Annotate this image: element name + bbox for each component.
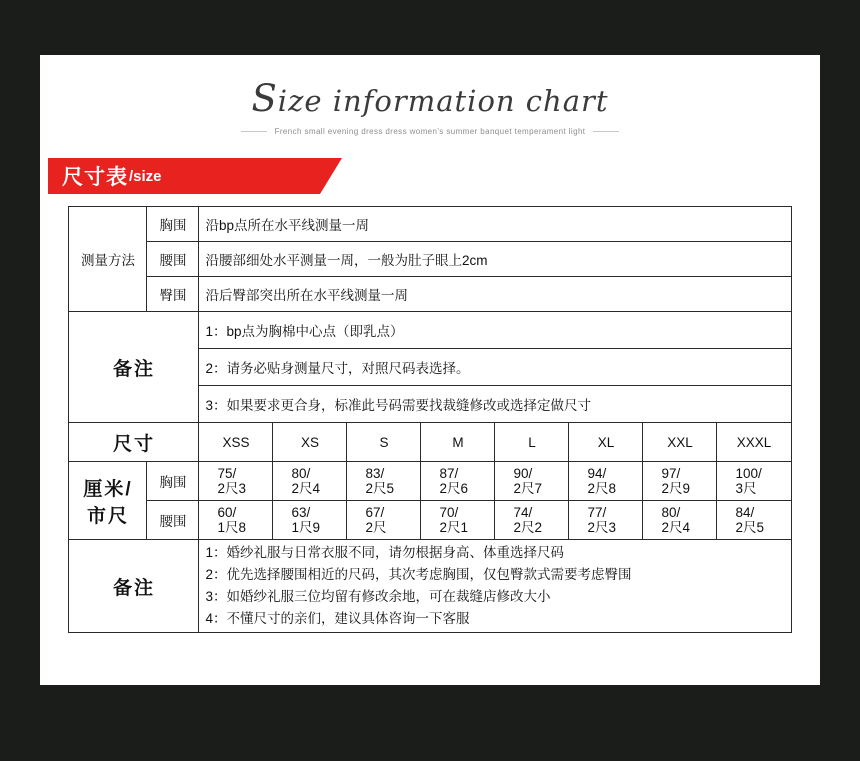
- waist-value-chi: 2尺: [365, 520, 387, 535]
- waist-value-cm: 63/: [291, 505, 311, 520]
- waist-value-cm: 80/: [661, 505, 681, 520]
- bust-value-chi: 2尺6: [439, 481, 469, 496]
- waist-value-cell: [273, 501, 347, 540]
- measure-part-bust: 胸围: [147, 207, 199, 242]
- size-banner-label-cn: 尺寸表: [62, 166, 128, 189]
- table-row: [69, 423, 791, 462]
- bust-value-cell: [643, 462, 717, 501]
- bust-value-chi: 3尺: [735, 481, 757, 496]
- size-header-cell: XXXL: [717, 423, 791, 462]
- notes-label: 备注: [69, 312, 199, 423]
- size-information-table: [68, 206, 791, 633]
- footnote-item: 2：优先选择腰围相近的尺码，其次考虑胸围，仅包臀款式需要考虑臀围: [205, 567, 632, 582]
- bust-value-chi: 2尺9: [661, 481, 691, 496]
- waist-value-cell: [569, 501, 643, 540]
- waist-value-cell: [717, 501, 791, 540]
- table-row: [69, 207, 791, 242]
- waist-value-cm: 60/: [217, 505, 237, 520]
- bust-value-chi: 2尺4: [291, 481, 321, 496]
- waist-value-chi: 1尺9: [291, 520, 321, 535]
- waist-value-cell: [347, 501, 421, 540]
- bust-value-cm: 94/: [587, 466, 607, 481]
- bust-value-cm: 80/: [291, 466, 311, 481]
- table-row: [69, 501, 791, 540]
- waist-value-chi: 2尺2: [513, 520, 543, 535]
- page-title-rest: ize information chart: [277, 84, 609, 118]
- chart-header: [40, 55, 820, 136]
- size-header-cell: XSS: [199, 423, 273, 462]
- footnote-item: 1：婚纱礼服与日常衣服不同，请勿根据身高、体重选择尺码: [205, 545, 564, 560]
- footnotes-label: 备注: [69, 540, 199, 633]
- divider-left: [241, 131, 267, 132]
- waist-value-chi: 2尺4: [661, 520, 691, 535]
- waist-value-chi: 2尺3: [587, 520, 617, 535]
- waist-value-chi: 1尺8: [217, 520, 247, 535]
- table-row: [69, 312, 791, 349]
- bust-value-cell: [717, 462, 791, 501]
- page-title-initial: S: [251, 77, 278, 120]
- bust-value-chi: 2尺3: [217, 481, 247, 496]
- measure-part-hip: 臀围: [147, 277, 199, 312]
- measure-desc-waist: 沿腰部细处水平测量一周，一般为肚子眼上2cm: [199, 242, 791, 277]
- measure-desc-hip: 沿后臀部突出所在水平线测量一周: [199, 277, 791, 312]
- size-banner: [48, 158, 320, 194]
- size-header-cell: XS: [273, 423, 347, 462]
- bust-value-cell: [199, 462, 273, 501]
- waist-value-cm: 84/: [735, 505, 755, 520]
- footnotes-cell: [199, 540, 791, 633]
- page-subtitle: French small evening dress dress women's summer banquet temperament light: [274, 127, 586, 136]
- bust-value-chi: 2尺7: [513, 481, 543, 496]
- waist-value-cm: 67/: [365, 505, 385, 520]
- page-title: [40, 77, 820, 120]
- bust-row-label: 胸围: [147, 462, 199, 501]
- unit-label: 厘米/市尺: [69, 462, 147, 540]
- waist-value-chi: 2尺1: [439, 520, 469, 535]
- divider-right: [593, 131, 619, 132]
- section-banner-row: [40, 158, 820, 194]
- size-header-cell: L: [495, 423, 569, 462]
- bust-value-cell: [347, 462, 421, 501]
- waist-value-cm: 77/: [587, 505, 607, 520]
- bust-value-cell: [273, 462, 347, 501]
- bust-value-cm: 100/: [735, 466, 762, 481]
- bust-value-chi: 2尺5: [365, 481, 395, 496]
- waist-value-cell: [643, 501, 717, 540]
- bust-value-cm: 87/: [439, 466, 459, 481]
- size-header-cell: XL: [569, 423, 643, 462]
- waist-row-label: 腰围: [147, 501, 199, 540]
- size-chart-page: [40, 55, 820, 685]
- size-header-cell: S: [347, 423, 421, 462]
- bust-value-cell: [495, 462, 569, 501]
- subtitle-row: [40, 127, 820, 136]
- bust-value-cell: [421, 462, 495, 501]
- table-row: [69, 242, 791, 277]
- waist-value-cell: [199, 501, 273, 540]
- bust-value-cm: 75/: [217, 466, 237, 481]
- size-row-label: 尺寸: [69, 423, 199, 462]
- waist-value-cm: 74/: [513, 505, 533, 520]
- bust-value-cell: [569, 462, 643, 501]
- waist-value-chi: 2尺5: [735, 520, 765, 535]
- bust-value-cm: 83/: [365, 466, 385, 481]
- waist-value-cell: [495, 501, 569, 540]
- measure-method-label: 测量方法: [69, 207, 147, 312]
- waist-value-cm: 70/: [439, 505, 459, 520]
- measure-desc-bust: 沿bp点所在水平线测量一周: [199, 207, 791, 242]
- table-row: [69, 277, 791, 312]
- waist-value-cell: [421, 501, 495, 540]
- note-item: 2：请务必贴身测量尺寸，对照尺码表选择。: [199, 349, 791, 386]
- size-header-cell: XXL: [643, 423, 717, 462]
- size-header-cell: M: [421, 423, 495, 462]
- table-row: [69, 462, 791, 501]
- bust-value-cm: 90/: [513, 466, 533, 481]
- size-banner-label-en: /size: [129, 167, 162, 185]
- bust-value-chi: 2尺8: [587, 481, 617, 496]
- footnote-item: 3：如婚纱礼服三位均留有修改余地，可在裁缝店修改大小: [205, 589, 551, 604]
- footnote-item: 4：不懂尺寸的亲们，建议具体咨询一下客服: [205, 611, 470, 626]
- note-item: 3：如果要求更合身，标准此号码需要找裁缝修改或选择定做尺寸: [199, 386, 791, 423]
- bust-value-cm: 97/: [661, 466, 681, 481]
- note-item: 1：bp点为胸棉中心点（即乳点）: [199, 312, 791, 349]
- table-row: [69, 540, 791, 633]
- measure-part-waist: 腰围: [147, 242, 199, 277]
